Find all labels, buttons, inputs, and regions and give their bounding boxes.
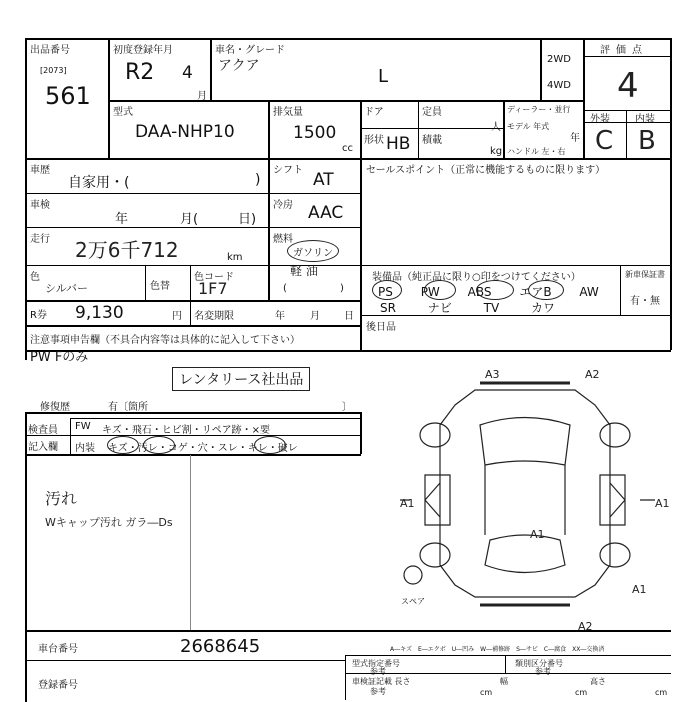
interior-circle-1 [107,436,139,454]
mark-a1-lower: A1 [632,583,647,596]
dims-cm-3: cm [655,688,668,697]
load-label: 積載 [422,135,442,146]
handle-label: ハンドル 左・右 [507,147,566,156]
mark-a3: A3 [485,368,500,381]
year-unit: 年 [570,133,580,144]
fuel-paren-close: ) [340,283,344,294]
fuel-label: 燃料 [273,234,293,245]
displacement-unit: cc [342,143,353,154]
exterior-grade: C [595,126,614,156]
repair-value: 有〔箇所 [108,402,148,413]
fw-items: キズ・飛石・ヒビ割・リペア跡・×要 [102,425,270,436]
mark-a2-bottom: A2 [578,620,593,633]
exterior-label: 外装 [590,114,610,125]
reg-era: R2 [125,60,155,85]
rental-stamp: レンタリース社出品 [172,367,310,391]
equip-aw: AW [579,285,599,299]
warranty-value: 有・無 [630,296,660,307]
drive-2wd: 2WD [547,54,571,65]
door-label: ドア [364,107,384,118]
history-label: 車歴 [30,165,50,176]
mark-a2-top: A2 [585,368,600,381]
equip-ps: PS [378,285,393,299]
inspector-hand-1: 汚れ [45,489,78,508]
shift-label: シフト [273,165,303,176]
equip-airbag: エアB [519,285,552,299]
recycle-label: R券 [30,310,47,321]
shift-value: AT [313,170,334,190]
equip-abs: ABS [467,285,492,299]
score-label: 評価点 [600,45,648,56]
inspection-day: 日) [238,212,257,227]
dashed-guide [190,455,191,630]
drive-4wd: 4WD [547,80,571,91]
fuel-diesel: 軽 油 [290,264,318,278]
inspection-label: 車検 [30,200,50,211]
grade: L [378,66,389,87]
notes-text: PW Fのみ [30,350,89,365]
expiry-day: 日 [344,311,354,322]
color-swap-label: 色替 [150,281,170,292]
capacity-label: 定員 [422,107,442,118]
equip-circle-ps [372,280,402,300]
shape-value: HB [386,134,411,154]
ac-value: AAC [308,203,344,223]
inspection-year: 年 [115,212,129,227]
inspector-label-1: 検査員 [28,425,58,436]
score-value: 4 [617,66,639,106]
mark-a1-right: A1 [655,497,670,510]
dims-label: 車検証記載 長さ [352,677,411,686]
equip-pw: PW [420,285,440,299]
history-value: 自家用・( [68,175,130,191]
class-label: 類別区分番号 [515,659,563,668]
model-grade-label: 車名・グレード [215,45,285,56]
dealer-label: ディーラー・並行 [507,105,571,114]
interior-items-label: 内装 [75,443,95,454]
height-label: 高さ [590,677,606,686]
interior-label: 内装 [635,114,655,125]
equip-sr: SR [380,301,396,315]
width-label: 幅 [500,677,508,686]
model-name: アクア [218,58,260,74]
color-value: シルバー [45,282,88,295]
color-code-label: 色コード [194,272,234,283]
equip-circle-abs [476,280,514,300]
mark-a1-left: A1 [400,497,415,510]
fw-label: FW [75,421,91,432]
history-close: ) [255,172,261,188]
type-cert-label: 型式指定番号 [352,659,400,668]
ac-label: 冷房 [273,200,293,211]
lot-number: 561 [45,82,91,110]
dims-cm-1: cm [480,688,493,697]
first-reg-label: 初度登録年月 [113,45,173,56]
repair-close: 〕 [342,402,352,413]
inspector-label-2: 記入欄 [28,442,58,453]
chassis-label: 車台番号 [38,644,78,655]
type-cert-ref: 参考 [370,667,386,676]
reg-month-unit: 月 [197,91,207,102]
mileage-value: 2万6千712 [75,238,179,262]
recycle-unit: 円 [172,311,182,322]
displacement-label: 排気量 [273,107,303,118]
interior-items: キズ・汚レ・コゲ・穴・スレ・キレ・破レ [108,443,298,454]
fuel-paren-open: ( [283,283,287,294]
chassis-value: 2668645 [180,636,261,657]
shape-label: 形状 [364,135,384,146]
expiry-label: 名変期限 [194,311,234,322]
lot-label: 出品番号 [30,45,70,56]
equip-leather: カワ [531,301,556,315]
reg-label: 登録番号 [38,680,78,691]
mileage-unit: km [227,252,243,263]
color-code-value: 1F7 [198,279,228,298]
interior-circle-2 [143,436,175,454]
legend-text: A―キズ E―エクボ U―凹み W―補修跡 S―サビ C―腐食 XX―交換済 [390,646,605,653]
equip-circle-pw [424,280,456,300]
equip-circle-airbag [528,280,564,300]
reg-month: 4 [182,63,193,83]
color-label: 色 [30,272,40,283]
expiry-year: 年 [275,311,285,322]
equip-tv: TV [483,301,500,315]
inspector-hand-2: Wキャップ汚れ ガラ―Ds [45,516,173,529]
class-ref: 参考 [535,667,551,676]
fuel-gasoline: ガソリン [293,248,333,259]
capacity-unit: 人 [491,122,501,133]
interior-grade: B [638,126,656,156]
mark-a1-center: A1 [530,528,545,541]
dims-ref: 参考 [370,687,386,696]
car-damage-diagram [395,365,670,630]
load-unit: kg [490,146,503,157]
equip-navi: ナビ [427,301,452,315]
warranty-label: 新車保証書 [625,270,665,279]
displacement-value: 1500 [293,123,337,143]
type-value: DAA-NHP10 [135,122,235,142]
sales-point-label: セールスポイント（正常に機能するものに限ります） [366,165,606,176]
equipment-label: 装備品（純正品に限り○印をつけてください） [372,272,581,283]
interior-circle-3 [254,436,286,454]
fuel-circle [287,240,339,262]
dims-cm-2: cm [575,688,588,697]
later-day-label: 後日品 [366,322,396,333]
lot-small: [2073] [40,66,67,75]
notes-label: 注意事項申告欄（不具合内容等は具体的に記入して下さい） [30,335,300,346]
mileage-label: 走行 [30,234,50,245]
inspection-month: 月( [180,212,199,227]
spare-label: スペア [401,597,425,606]
equipment-row-2 [380,299,555,316]
expiry-month: 月 [310,311,320,322]
recycle-value: 9,130 [75,303,124,323]
model-year-label: モデル 年式 [507,122,550,131]
type-label: 型式 [113,107,133,118]
repair-label: 修復歴 [40,402,70,413]
